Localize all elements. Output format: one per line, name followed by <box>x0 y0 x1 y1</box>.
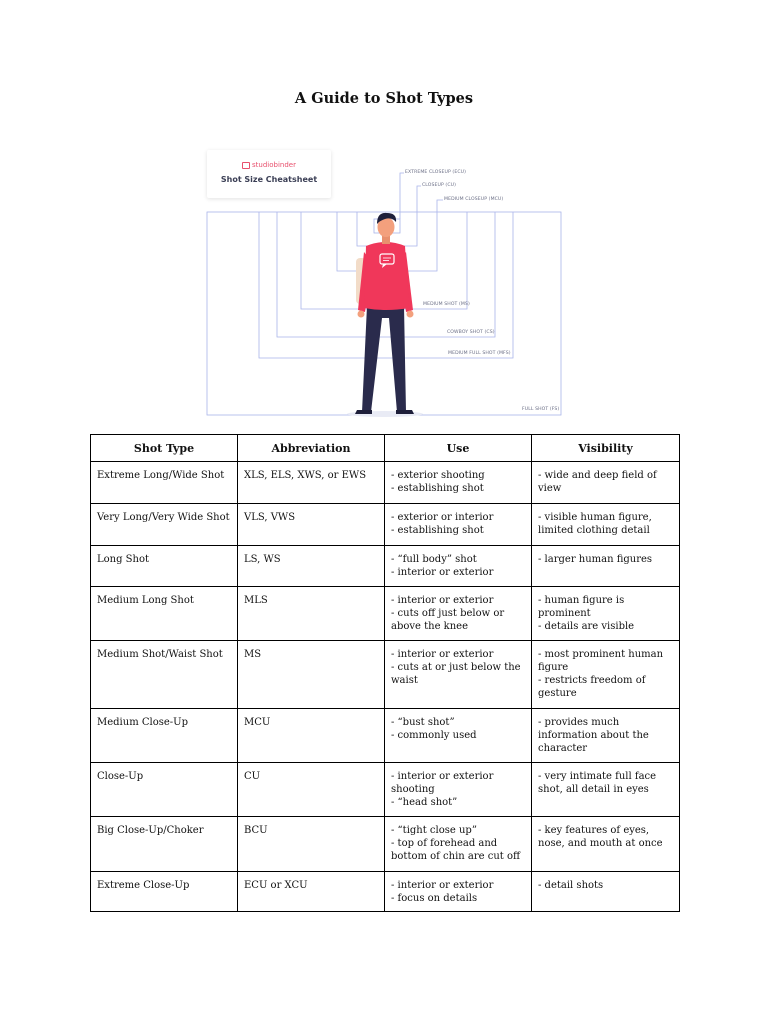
use-line: - top of forehead and bottom of chin are cut off <box>391 838 521 862</box>
cell-shot-type: Close-Up <box>91 763 238 817</box>
visibility-line: - detail shots <box>538 880 604 891</box>
cell-use <box>385 641 532 709</box>
use-line: - establishing shot <box>391 483 484 494</box>
cell-visibility <box>532 709 680 763</box>
use-line: - “full body” shot <box>391 554 477 565</box>
cell-shot-type: Medium Shot/Waist Shot <box>91 641 238 709</box>
cell-use <box>385 504 532 546</box>
cell-visibility <box>532 587 680 641</box>
use-line: - cuts off just below or above the knee <box>391 608 505 632</box>
cu-leader-line <box>417 186 421 212</box>
table-row <box>91 587 680 641</box>
header-visibility: Visibility <box>532 435 680 462</box>
cell-use <box>385 872 532 912</box>
cell-abbreviation: BCU <box>238 817 385 872</box>
use-line: - interior or exterior <box>391 880 494 891</box>
cell-use <box>385 817 532 872</box>
use-line: - interior or exterior <box>391 595 494 606</box>
cell-shot-type: Big Close-Up/Choker <box>91 817 238 872</box>
shot-size-cheatsheet-figure <box>0 0 768 430</box>
cell-visibility <box>532 872 680 912</box>
label-full-shot: FULL SHOT (FS) <box>522 407 560 412</box>
cell-shot-type: Very Long/Very Wide Shot <box>91 504 238 546</box>
studiobinder-card <box>207 150 331 198</box>
cell-visibility <box>532 763 680 817</box>
cell-abbreviation: MLS <box>238 587 385 641</box>
visibility-line: - details are visible <box>538 621 635 632</box>
table-header-row <box>91 435 680 462</box>
table-row <box>91 872 680 912</box>
brand-name: studiobinder <box>252 161 296 169</box>
cell-shot-type: Medium Close-Up <box>91 709 238 763</box>
cell-abbreviation: CU <box>238 763 385 817</box>
person-figure <box>347 213 423 417</box>
label-closeup: CLOSEUP (CU) <box>422 183 456 188</box>
table-body <box>91 462 680 912</box>
shot-types-table <box>90 434 680 912</box>
visibility-line: - key features of eyes, nose, and mouth at once <box>538 825 663 849</box>
cell-visibility <box>532 462 680 504</box>
cell-abbreviation: MCU <box>238 709 385 763</box>
use-line: - interior or exterior shooting <box>391 771 494 795</box>
use-line: - cuts at or just below the waist <box>391 662 521 686</box>
cell-use <box>385 462 532 504</box>
visibility-line: - human figure is prominent <box>538 595 625 619</box>
studiobinder-logo <box>207 161 331 170</box>
cell-shot-type: Medium Long Shot <box>91 587 238 641</box>
use-line: - exterior shooting <box>391 470 485 481</box>
header-use: Use <box>385 435 532 462</box>
table-row <box>91 709 680 763</box>
cell-visibility <box>532 546 680 587</box>
cell-shot-type: Long Shot <box>91 546 238 587</box>
use-line: - “bust shot” <box>391 717 455 728</box>
use-line: - focus on details <box>391 893 478 904</box>
mcu-leader-line <box>437 200 443 212</box>
use-line: - exterior or interior <box>391 512 494 523</box>
cell-use <box>385 709 532 763</box>
use-line: - interior or exterior <box>391 649 494 660</box>
use-line: - “tight close up” <box>391 825 477 836</box>
cell-use <box>385 546 532 587</box>
table-row <box>91 462 680 504</box>
use-line: - establishing shot <box>391 525 484 536</box>
visibility-line: - very intimate full face shot, all detail in eyes <box>538 771 657 795</box>
table-row <box>91 504 680 546</box>
cell-abbreviation: ECU or XCU <box>238 872 385 912</box>
table-row <box>91 546 680 587</box>
cell-visibility <box>532 504 680 546</box>
visibility-line: - restricts freedom of gesture <box>538 675 646 699</box>
visibility-line: - provides much information about the character <box>538 717 649 754</box>
header-shot-type: Shot Type <box>91 435 238 462</box>
table-row <box>91 817 680 872</box>
visibility-line: - most prominent human figure <box>538 649 664 673</box>
table-row <box>91 763 680 817</box>
label-medium-shot: MEDIUM SHOT (MS) <box>423 302 470 307</box>
cell-use <box>385 763 532 817</box>
cell-visibility <box>532 641 680 709</box>
cell-shot-type: Extreme Long/Wide Shot <box>91 462 238 504</box>
use-line: - “head shot” <box>391 797 458 808</box>
table-row <box>91 641 680 709</box>
cheatsheet-subtitle: Shot Size Cheatsheet <box>220 175 318 184</box>
label-medium-full-shot: MEDIUM FULL SHOT (MFS) <box>448 351 511 356</box>
visibility-line: - larger human figures <box>538 554 653 565</box>
cell-abbreviation: XLS, ELS, XWS, or EWS <box>238 462 385 504</box>
header-abbreviation: Abbreviation <box>238 435 385 462</box>
visibility-line: - wide and deep field of view <box>538 470 657 494</box>
use-line: - commonly used <box>391 730 477 741</box>
cell-abbreviation: LS, WS <box>238 546 385 587</box>
cell-visibility <box>532 817 680 872</box>
use-line: - interior or exterior <box>391 567 494 578</box>
cell-use <box>385 587 532 641</box>
page-title: A Guide to Shot Types <box>294 90 474 107</box>
visibility-line: - visible human figure, limited clothing detail <box>538 512 652 536</box>
cell-abbreviation: VLS, VWS <box>238 504 385 546</box>
label-extreme-closeup: EXTREME CLOSEUP (ECU) <box>405 170 466 175</box>
cheatsheet-illustration <box>0 0 768 430</box>
cell-shot-type: Extreme Close-Up <box>91 872 238 912</box>
label-cowboy-shot: COWBOY SHOT (CS) <box>447 330 495 335</box>
cell-abbreviation: MS <box>238 641 385 709</box>
studiobinder-logo-icon <box>242 162 250 169</box>
label-medium-closeup: MEDIUM CLOSEUP (MCU) <box>444 197 504 202</box>
